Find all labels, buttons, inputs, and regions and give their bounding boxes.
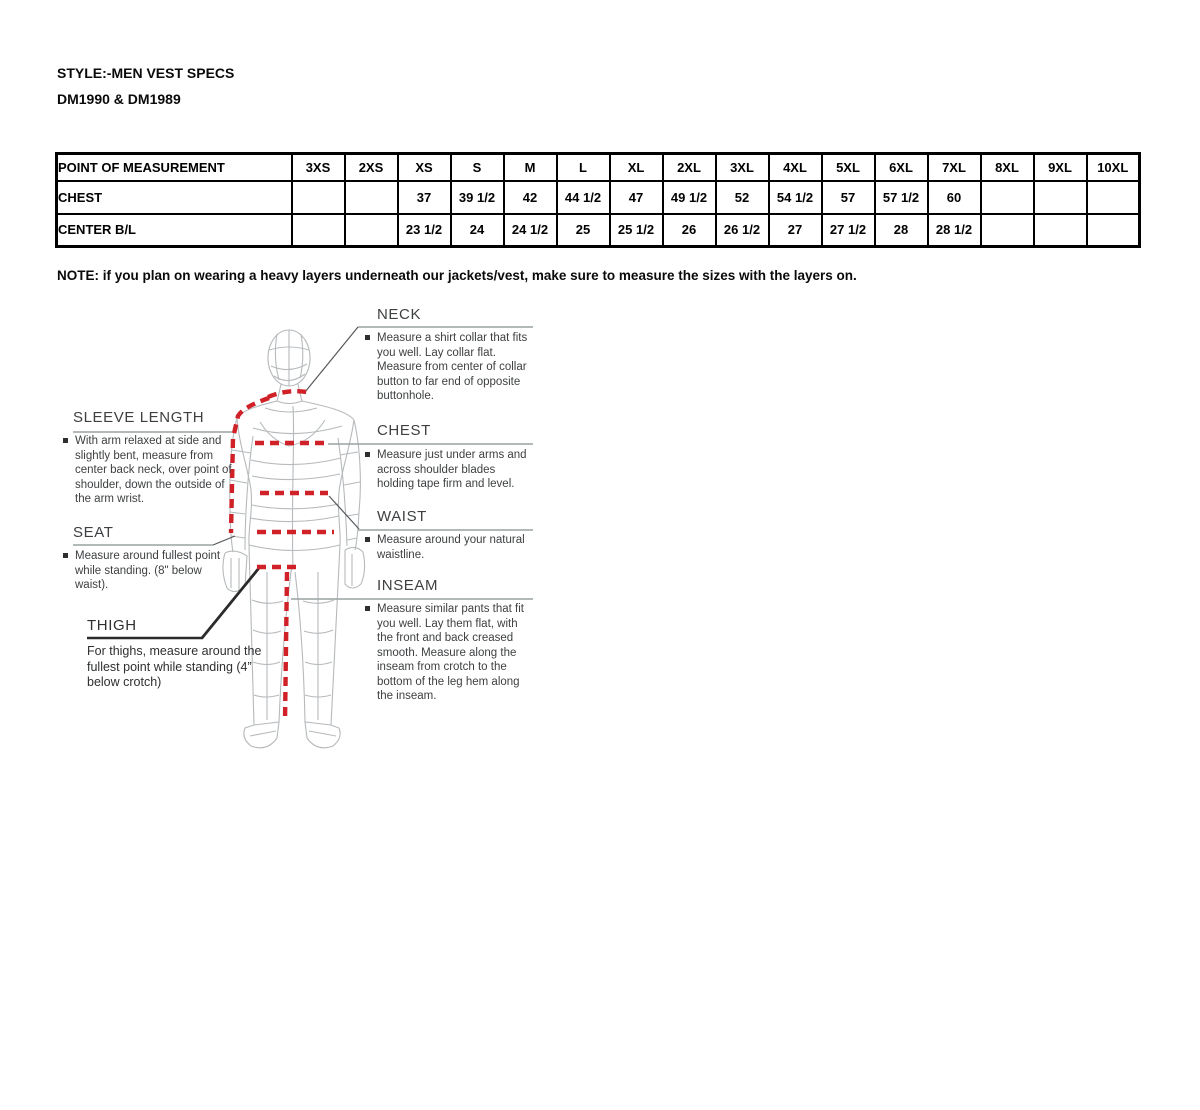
measurement-value-cell: 25 1/2	[610, 214, 663, 247]
column-header-size: 2XL	[663, 154, 716, 181]
column-header-size: 4XL	[769, 154, 822, 181]
measurement-value-cell: 26 1/2	[716, 214, 769, 247]
measurement-value-cell: 42	[504, 181, 557, 214]
table-row	[57, 214, 1140, 247]
measurement-value-cell: 26	[663, 214, 716, 247]
size-spec-table-wrap	[55, 152, 1141, 248]
thigh-instructions	[87, 644, 267, 691]
column-header-size: 9XL	[1034, 154, 1087, 181]
measurement-value-cell: 27	[769, 214, 822, 247]
measurement-value-cell	[1034, 181, 1087, 214]
measurement-value-cell: 37	[398, 181, 451, 214]
waist-instructions-text: Measure around your natural waistline.	[377, 534, 525, 561]
measurement-value-cell	[345, 181, 398, 214]
column-header-size: 10XL	[1087, 154, 1140, 181]
bullet-square-icon	[365, 335, 370, 340]
bullet-square-icon	[365, 537, 370, 542]
measurement-value-cell	[345, 214, 398, 247]
chest-instructions-text: Measure just under arms and across shoulder blades holding tape firm and level.	[377, 449, 527, 490]
neck-instructions	[365, 331, 530, 404]
measurement-value-cell	[1087, 181, 1140, 214]
sleeve-length-instructions	[63, 434, 239, 507]
measurement-value-cell: 47	[610, 181, 663, 214]
column-header-size: 8XL	[981, 154, 1034, 181]
measurement-value-cell	[981, 214, 1034, 247]
seat-heading: SEAT	[73, 524, 114, 541]
bullet-square-icon	[365, 606, 370, 611]
column-header-size: S	[451, 154, 504, 181]
thigh-instructions-text: For thighs, measure around the fullest point while standing (4” below crotch)	[87, 644, 262, 689]
measurement-value-cell: 57 1/2	[875, 181, 928, 214]
thigh-heading: THIGH	[87, 617, 137, 634]
measurement-value-cell	[292, 181, 345, 214]
column-header-size: M	[504, 154, 557, 181]
inseam-heading: INSEAM	[377, 577, 439, 594]
row-label: CENTER B/L	[57, 214, 292, 247]
measurement-value-cell	[981, 181, 1034, 214]
row-label: CHEST	[57, 181, 292, 214]
measurement-value-cell	[1034, 214, 1087, 247]
bullet-square-icon	[63, 553, 68, 558]
bullet-square-icon	[365, 452, 370, 457]
measurement-guide	[55, 300, 535, 760]
measurement-value-cell: 54 1/2	[769, 181, 822, 214]
measurement-value-cell: 25	[557, 214, 610, 247]
column-header-size: 3XS	[292, 154, 345, 181]
measurement-value-cell: 28 1/2	[928, 214, 981, 247]
measurement-value-cell: 57	[822, 181, 875, 214]
size-spec-table	[55, 152, 1141, 248]
sleeve-length-instructions-text: With arm relaxed at side and slightly bent, measure from center back neck, over point of shoulder, down the outside of the arm wrist.	[75, 435, 232, 505]
column-header-size: 5XL	[822, 154, 875, 181]
measurement-value-cell	[1087, 214, 1140, 247]
chest-heading: CHEST	[377, 422, 431, 439]
neck-instructions-text: Measure a shirt collar that fits you well. Lay collar flat. Measure from center of collar button to far end of opposite buttonhole.	[377, 332, 528, 402]
measurement-value-cell: 23 1/2	[398, 214, 451, 247]
column-header-size: 7XL	[928, 154, 981, 181]
neck-heading: NECK	[377, 306, 422, 323]
layers-note: NOTE: if you plan on wearing a heavy layers underneath our jackets/vest, make sure to measure the sizes with the layers on.	[57, 268, 857, 283]
measurement-value-cell: 24	[451, 214, 504, 247]
measurement-value-cell: 28	[875, 214, 928, 247]
document-title	[57, 60, 234, 112]
inseam-measure-line	[285, 572, 287, 722]
measurement-value-cell: 44 1/2	[557, 181, 610, 214]
column-header-point-of-measurement: POINT OF MEASUREMENT	[57, 154, 292, 181]
table-row	[57, 181, 1140, 214]
column-header-size: 6XL	[875, 154, 928, 181]
measurement-value-cell: 52	[716, 181, 769, 214]
seat-instructions	[63, 549, 223, 593]
column-header-size: L	[557, 154, 610, 181]
column-header-size: 3XL	[716, 154, 769, 181]
measurement-value-cell: 49 1/2	[663, 181, 716, 214]
style-codes-line: DM1990 & DM1989	[57, 91, 181, 107]
waist-heading: WAIST	[377, 508, 427, 525]
measurement-value-cell: 24 1/2	[504, 214, 557, 247]
seat-instructions-text: Measure around fullest point while standing. (8" below waist).	[75, 550, 221, 591]
sleeve-length-heading: SLEEVE LENGTH	[73, 409, 205, 426]
inseam-instructions-text: Measure similar pants that fit you well. Lay them flat, with the front and back creased smooth. Measure along the inseam from crotch to the bottom of the leg hem along the inseam.	[377, 603, 525, 702]
measurement-value-cell: 39 1/2	[451, 181, 504, 214]
style-title-line: STYLE:-MEN VEST SPECS	[57, 65, 235, 81]
column-header-size: XS	[398, 154, 451, 181]
measurement-value-cell: 27 1/2	[822, 214, 875, 247]
column-header-size: XL	[610, 154, 663, 181]
chest-instructions	[365, 448, 533, 492]
inseam-instructions	[365, 602, 533, 704]
waist-instructions	[365, 533, 525, 562]
column-header-size: 2XS	[345, 154, 398, 181]
measurement-value-cell: 60	[928, 181, 981, 214]
bullet-square-icon	[63, 438, 68, 443]
measurement-value-cell	[292, 214, 345, 247]
